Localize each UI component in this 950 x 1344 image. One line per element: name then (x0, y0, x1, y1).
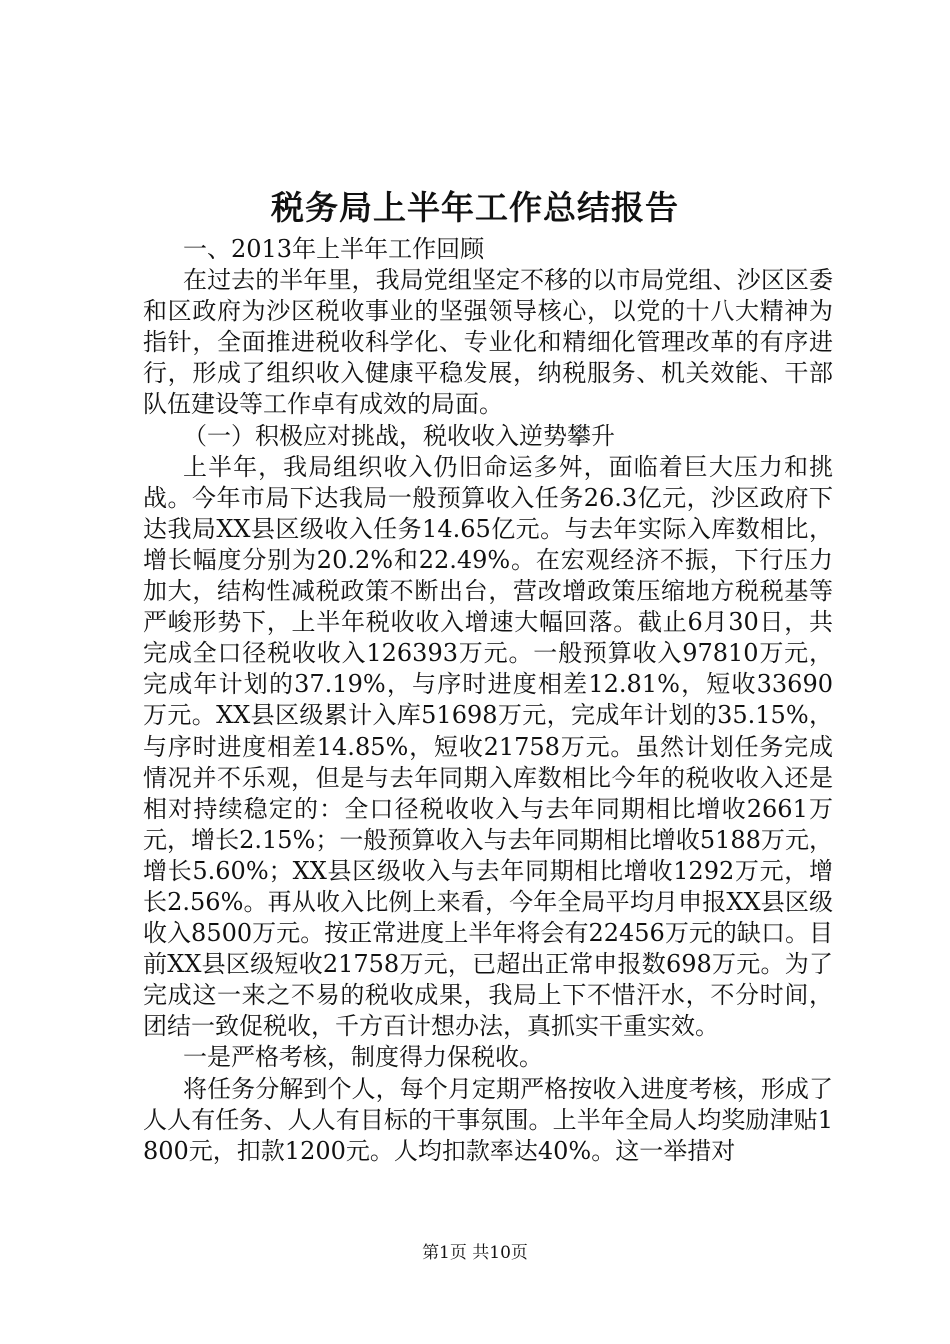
section-heading: 一、2013年上半年工作回顾 (183, 235, 485, 263)
body-paragraph: 将任务分解到个人，每个月定期严格按收入进度考核，形成了人人有任务、人人有目标的干事氛围。上半年全局人均奖励津贴1800元，扣款1200元。人均扣款率达40%。这一举措对 (143, 1074, 833, 1165)
body-paragraph: 在过去的半年里，我局党组坚定不移的以市局党组、沙区区委和区政府为沙区税收事业的坚强领导核心，以党的十八大精神为指针，全面推进税收科学化、专业化和精细化管理改革的有序进行，形成了组织收入健康平稳发展，纳税服务、机关效能、干部队伍建设等工作卓有成效的局面。 (143, 266, 833, 419)
point-heading: 一是严格考核，制度得力保税收。 (183, 1043, 543, 1072)
document-title: 税务局上半年工作总结报告 (271, 188, 679, 227)
body-paragraph: 上半年，我局组织收入仍旧命运多舛，面临着巨大压力和挑战。今年市局下达我局一般预算收入任务26.3亿元，沙区政府下达我局XX县区级收入任务14.65亿元。与去年实际入库数相比，增长幅度分别为20.2%和22.49%。在宏观经济不振，下行压力加大，结构性减税政策不断出台，营改增政策压缩地方税税基等严峻形势下，上半年税收收入增速大幅回落。截止6月30日，共完成全口径税收收入126393万元。一般预算收入97810万元，完成年计划的37.19%，与序时进度相差12.81%，短收33690万元。XX县区级累计入库51698万元，完成年计划的35.15%，与序时进度相差14.85%，短收21758万元。虽然计划任务完成情况并不乐观，但是与去年同期入库数相比今年的税收收入还是相对持续稳定的：全口径税收收入与去年同期相比增收2661万元，增长2.15%；一般预算收入与去年同期相比增收5188万元，增长5.60%；XX县区级收入与去年同期相比增收1292万元，增长2.56%。再从收入比例上来看，今年全局平均月申报XX县区级收入8500万元。按正常进度上半年将会有22456万元的缺口。目前XX县区级短收21758万元，已超出正常申报数698万元。为了完成这一来之不易的税收成果，我局上下不惜汗水，不分时间，团结一致促税收，千方百计想办法，真抓实干重实效。 (143, 452, 833, 1041)
subsection-heading: （一）积极应对挑战，税收收入逆势攀升 (183, 421, 615, 450)
page-footer: 第1页 共10页 (422, 1243, 528, 1263)
document-body (143, 234, 833, 1167)
